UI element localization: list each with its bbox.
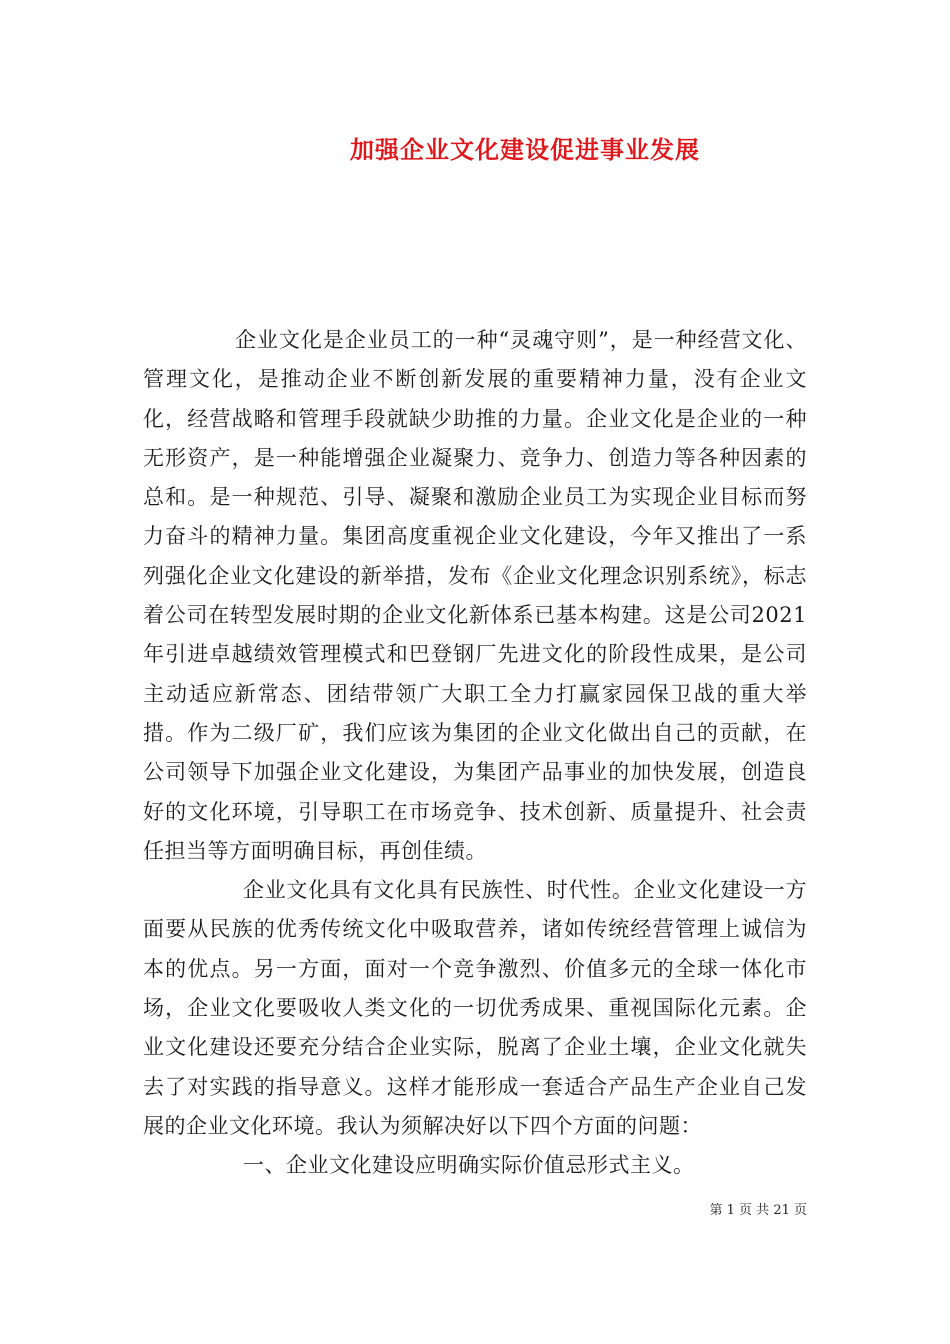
section-heading-1: 一、企业文化建设应明确实际价值忌形式主义。: [243, 1153, 695, 1178]
page-number-footer: 第 1 页 共 21 页: [709, 1203, 807, 1218]
document-title: 加强企业文化建设促进事业发展: [350, 135, 700, 164]
paragraph-1: 企业文化是企业员工的一种“灵魂守则”，是一种经营文化、管理文化，是推动企业不断创新发展的重要精神力量，没有企业文化，经营战略和管理手段就缺少助推的力量。企业文化是企业的一种无形资产，是一种能增强企业凝聚力、竞争力、创造力等各种因素的总和。是一种规范、引导、凝聚和激励企业员工为实现企业目标而努力奋斗的精神力量。集团高度重视企业文化建设，今年又推出了一系列强化企业文化建设的新举措，发布《企业文化理念识别系统》，标志着公司在转型发展时期的企业文化新体系已基本构建。这是公司2021年引进卓越绩效管理模式和巴登钢厂先进文化的阶段性成果，是公司主动适应新常态、团结带领广大职工全力打赢家园保卫战的重大举措。作为二级厂矿，我们应该为集团的企业文化做出自己的贡献，在公司领导下加强企业文化建设，为集团产品事业的加快发展，创造良好的文化环境，引导职工在市场竞争、技术创新、质量提升、社会责任担当等方面明确目标，再创佳绩。: [143, 328, 807, 863]
document-body: [143, 321, 807, 1186]
paragraph-2: 企业文化具有文化具有民族性、时代性。企业文化建设一方面要从民族的优秀传统文化中吸取营养，诸如传统经营管理上诚信为本的优点。另一方面，面对一个竞争激烈、价值多元的全球一体化市场，企业文化要吸收人类文化的一切优秀成果、重视国际化元素。企业文化建设还要充分结合企业实际，脱离了企业土壤，企业文化就失去了对实践的指导意义。这样才能形成一套适合产品生产企业自己发展的企业文化环境。我认为须解决好以下四个方面的问题：: [143, 878, 807, 1138]
